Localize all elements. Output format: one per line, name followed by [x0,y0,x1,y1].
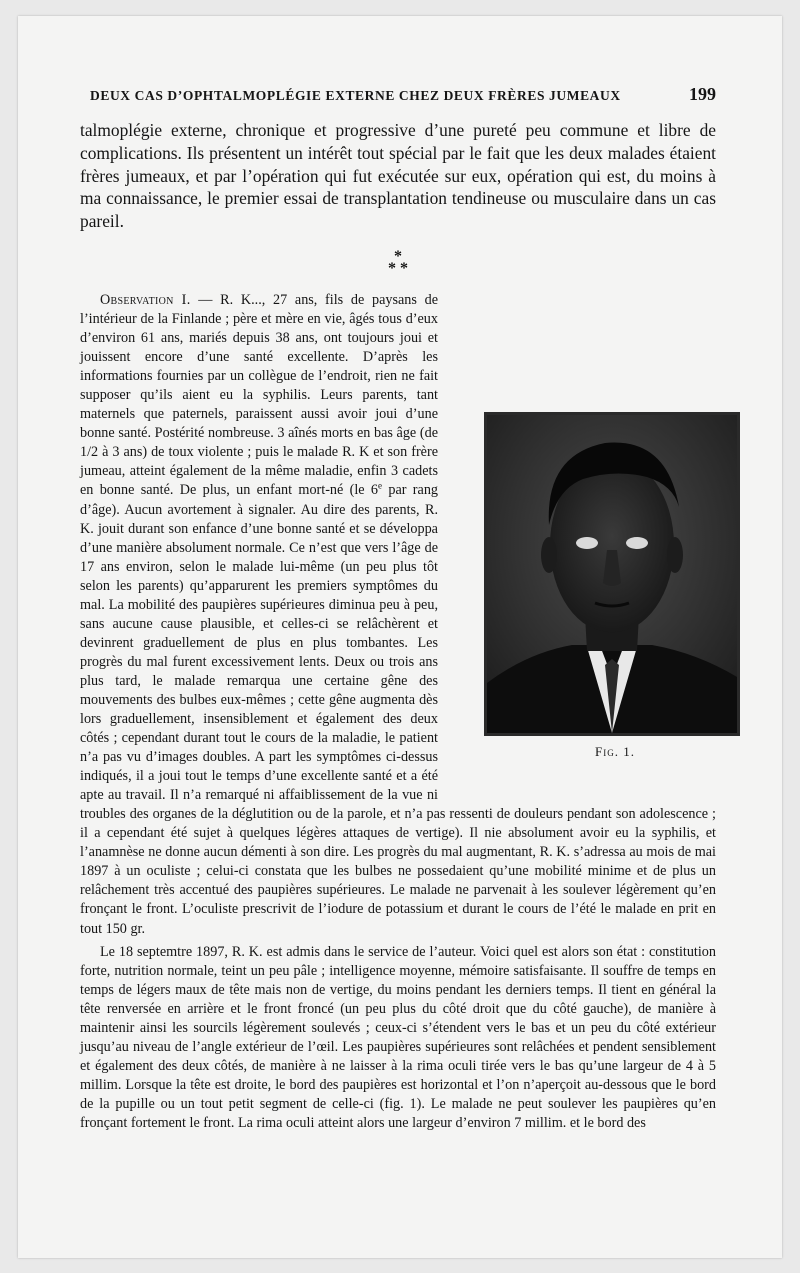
running-header [90,84,716,105]
section-separator [80,247,716,287]
observation-label: Observation I. [100,291,191,308]
asterism-top: * [394,247,402,265]
admission-paragraph: Le 18 septemtre 1897, R. K. est admis dans le service de l’auteur. Voici quel est alors son état : constitution forte, nutrition normale, teint un peu pâle ; intelligence moyenne, mémoire satisfaisante. Il souffre de temps en temps de légers maux de tête mais non de vertige, du moins pendant les derniers temps. Il tient en général la tête renversée en arrière et le front froncé (un peu plus du côté droit que du côté gauche), de manière à maintenir ainsi les sourcils légèrement soulevés ; ceux-ci s’étendent vers le bas et un peu du côté extérieur jusqu’au niveau de l’angle extérieur de l’œil. Les paupières supérieures sont relâchées et pendent sensiblement et également des deux côtés, de manière à ne laisser à la rima oculi tirée vers le bas qu’une largeur de 4 à 5 millim. Lorsque la tête est droite, le bord des paupières est horizontal et l’on n’aperçoit au-dessous que le bord de la pupille ou un tout petit segment de celle-ci (fig. 1). Le malade ne peut soulever les paupières qu’en fronçant fortement le front. La rima oculi atteint alors une largeur d’environ 7 millim. et le bord des [80,943,716,1131]
figure-1 [484,412,746,760]
observation-text-2: par rang d’âge). Aucun avortement à signaler. Au dire des parents, R. K. jouit durant son enfance d’une bonne santé et se développa d’une manière absolument normale. Ce n’est que vers l’âge de 17 ans environ, selon le malade lui-même (un peu plus tôt selon les parents) qu’apparurent les premiers symptômes du mal. La mobilité des paupières supérieures diminua peu à peu, sans aucune cause plausible, et celles-ci se relâchèrent et devinrent graduellement de plus en plus tombantes. Les progrès du mal furent excessivement lents. Deux ou trois ans plus tard, le malade remarqua une certaine gêne des mouvements des bulbes eux-mêmes ; cette gêne augmenta dès lors graduellement, insensiblement et également des deux côtés ; cependant durant tout le cours de la maladie, le patient n’a pas vu d’images doubles. A part les symptômes ci-dessus indiqués, il a joui tout le temps d’une excellente santé et a été apte au travail. Il n’a remarqué ni affaiblissement de la vue ni troubles des organes de la déglutition ou de la parole, et n’a pas ressenti de douleurs pendant son adolescence ; il a cependant été sujet à quelques légères attaques de vertige). Il nie absolument avoir eu la syphilis, et l’anamnèse ne donne aucun démenti à son dire. Les progrès du mal augmentant, R. K. s’adressa au mois de mai 1897 à un oculiste ; celui-ci constata que les bulbes ne possedaient qu’une mobilité minime et de plus un relâchement très accentué des paupières supérieures. Le malade ne parvenait à les soulever légèrement qu’en fronçant le front. L’oculiste prescrivit de l’iodure de potassium et durant le cours de l’été le malade en prit en tout 150 gr. [80,482,716,937]
ordinal-superscript: e [378,480,383,491]
intro-paragraph: talmoplégie externe, chronique et progressive d’une pureté peu commune et libre de complications. Ils présentent un intérêt tout spécial par le fait que les deux malades étaient frères jumeaux, et par l’opération qui fut exécutée sur eux, opération qui est, du moins à ma connaissance, le premier essai de transplantation tendineuse ou musculaire dans un cas pareil. [80,120,716,232]
figure-caption: Fig. 1. [595,744,635,759]
running-title: DEUX CAS D’OPHTALMOPLÉGIE EXTERNE CHEZ DEUX FRÈRES JUMEAUX [90,88,621,103]
asterism-bottom: * * [388,259,408,277]
observation-text-1: — R. K..., 27 ans, fils de paysans de l’intérieur de la Finlande ; père et mère en vie, âgés tous d’eux d’environ 61 ans, mariés depuis 38 ans, ont toujours joui et jouissent encore d’une santé excellente. D’après les informations fournies par un collègue de l’endroit, rien ne fait supposer qu’ils aient eu la syphilis. Leurs parents, tant maternels que paternels, paraissent aussi avoir joui d’une bonne santé. Postérité nombreuse. 3 aînés morts en bas âge (de 1/2 à 3 ans) de toux violente ; puis le malade R. K et son frère jumeau, atteint également de la même maladie, enfin 3 cadets en bonne santé. De plus, un enfant mort-né (le 6 [80,291,438,499]
page-number: 199 [689,84,716,104]
patient-portrait-image [487,415,737,733]
patient-photograph [484,412,740,736]
